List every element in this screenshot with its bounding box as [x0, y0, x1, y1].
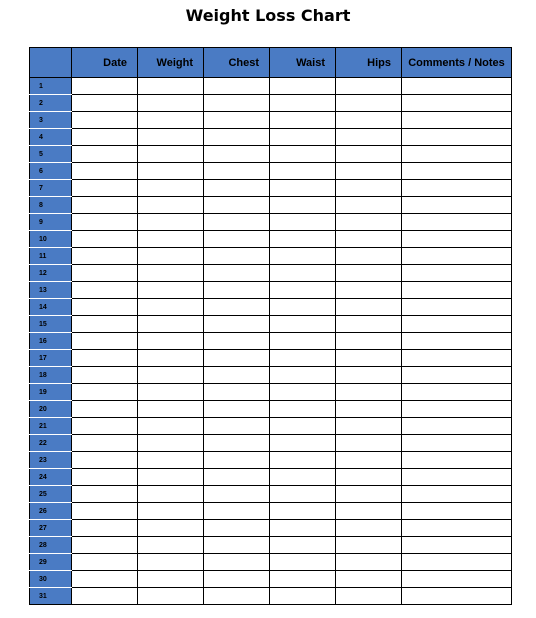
table-row — [30, 129, 512, 146]
table-row — [30, 384, 512, 401]
hips-cell[interactable] — [336, 554, 402, 571]
waist-cell[interactable] — [270, 588, 336, 605]
notes-cell[interactable] — [402, 112, 512, 129]
hips-cell[interactable] — [336, 95, 402, 112]
table-row — [30, 180, 512, 197]
table-row — [30, 95, 512, 112]
weight-cell[interactable] — [138, 452, 204, 469]
table-row — [30, 350, 512, 367]
row-number: 18 — [30, 367, 72, 384]
table-row — [30, 146, 512, 163]
waist-cell[interactable] — [270, 282, 336, 299]
row-number: 1 — [30, 78, 72, 95]
weight-cell[interactable] — [138, 282, 204, 299]
table-row — [30, 469, 512, 486]
row-number: 26 — [30, 503, 72, 520]
chest-cell[interactable] — [204, 435, 270, 452]
hips-cell[interactable] — [336, 537, 402, 554]
hips-cell[interactable] — [336, 367, 402, 384]
table-row — [30, 503, 512, 520]
hips-cell[interactable] — [336, 333, 402, 350]
table-body — [30, 78, 512, 605]
row-number: 4 — [30, 129, 72, 146]
weight-cell[interactable] — [138, 316, 204, 333]
notes-cell[interactable] — [402, 520, 512, 537]
weight-cell[interactable] — [138, 180, 204, 197]
weight-cell[interactable] — [138, 537, 204, 554]
date-cell[interactable] — [72, 367, 138, 384]
row-number: 10 — [30, 231, 72, 248]
waist-cell[interactable] — [270, 265, 336, 282]
table-row — [30, 299, 512, 316]
waist-cell[interactable] — [270, 333, 336, 350]
corner-cell — [30, 48, 72, 78]
hips-cell[interactable] — [336, 520, 402, 537]
date-cell[interactable] — [72, 282, 138, 299]
date-cell[interactable] — [72, 299, 138, 316]
hips-cell[interactable] — [336, 231, 402, 248]
weight-log-table — [29, 47, 512, 605]
chest-cell[interactable] — [204, 129, 270, 146]
chest-cell[interactable] — [204, 418, 270, 435]
table-row — [30, 554, 512, 571]
notes-cell[interactable] — [402, 571, 512, 588]
waist-cell[interactable] — [270, 452, 336, 469]
row-number: 9 — [30, 214, 72, 231]
notes-cell[interactable] — [402, 401, 512, 418]
weight-cell[interactable] — [138, 95, 204, 112]
waist-cell[interactable] — [270, 367, 336, 384]
hips-cell[interactable] — [336, 282, 402, 299]
notes-cell[interactable] — [402, 146, 512, 163]
hips-cell[interactable] — [336, 452, 402, 469]
waist-cell[interactable] — [270, 129, 336, 146]
chest-cell[interactable] — [204, 469, 270, 486]
weight-cell[interactable] — [138, 571, 204, 588]
waist-cell[interactable] — [270, 469, 336, 486]
row-number: 5 — [30, 146, 72, 163]
hips-cell[interactable] — [336, 435, 402, 452]
date-cell[interactable] — [72, 248, 138, 265]
notes-cell[interactable] — [402, 248, 512, 265]
date-cell[interactable] — [72, 503, 138, 520]
hips-cell[interactable] — [336, 469, 402, 486]
waist-cell[interactable] — [270, 214, 336, 231]
date-cell[interactable] — [72, 554, 138, 571]
row-number: 2 — [30, 95, 72, 112]
notes-cell[interactable] — [402, 333, 512, 350]
table-row — [30, 197, 512, 214]
weight-cell[interactable] — [138, 418, 204, 435]
waist-cell[interactable] — [270, 384, 336, 401]
hips-cell[interactable] — [336, 78, 402, 95]
waist-cell[interactable] — [270, 503, 336, 520]
hips-cell[interactable] — [336, 418, 402, 435]
notes-cell[interactable] — [402, 452, 512, 469]
date-cell[interactable] — [72, 401, 138, 418]
weight-cell[interactable] — [138, 299, 204, 316]
header-row — [30, 48, 512, 78]
chest-cell[interactable] — [204, 231, 270, 248]
date-cell[interactable] — [72, 112, 138, 129]
waist-cell[interactable] — [270, 231, 336, 248]
date-cell[interactable] — [72, 265, 138, 282]
weight-cell[interactable] — [138, 401, 204, 418]
table-row — [30, 401, 512, 418]
row-number: 25 — [30, 486, 72, 503]
notes-cell[interactable] — [402, 537, 512, 554]
table-row — [30, 588, 512, 605]
notes-cell[interactable] — [402, 367, 512, 384]
row-number: 6 — [30, 163, 72, 180]
chest-cell[interactable] — [204, 554, 270, 571]
row-number: 31 — [30, 588, 72, 605]
notes-cell[interactable] — [402, 265, 512, 282]
chest-cell[interactable] — [204, 452, 270, 469]
date-cell[interactable] — [72, 571, 138, 588]
waist-cell[interactable] — [270, 486, 336, 503]
table-row — [30, 452, 512, 469]
notes-cell[interactable] — [402, 78, 512, 95]
row-number: 27 — [30, 520, 72, 537]
row-number: 29 — [30, 554, 72, 571]
chest-cell[interactable] — [204, 95, 270, 112]
weight-cell[interactable] — [138, 435, 204, 452]
chest-cell[interactable] — [204, 180, 270, 197]
column-header-waist: Waist — [270, 48, 336, 78]
weight-cell[interactable] — [138, 503, 204, 520]
date-cell[interactable] — [72, 452, 138, 469]
date-cell[interactable] — [72, 129, 138, 146]
weight-cell[interactable] — [138, 384, 204, 401]
chest-cell[interactable] — [204, 333, 270, 350]
date-cell[interactable] — [72, 163, 138, 180]
notes-cell[interactable] — [402, 486, 512, 503]
row-number: 3 — [30, 112, 72, 129]
waist-cell[interactable] — [270, 197, 336, 214]
table-row — [30, 282, 512, 299]
chest-cell[interactable] — [204, 588, 270, 605]
row-number: 24 — [30, 469, 72, 486]
date-cell[interactable] — [72, 537, 138, 554]
chest-cell[interactable] — [204, 316, 270, 333]
notes-cell[interactable] — [402, 197, 512, 214]
chest-cell[interactable] — [204, 112, 270, 129]
chest-cell[interactable] — [204, 265, 270, 282]
chest-cell[interactable] — [204, 571, 270, 588]
weight-cell[interactable] — [138, 163, 204, 180]
date-cell[interactable] — [72, 588, 138, 605]
hips-cell[interactable] — [336, 197, 402, 214]
table-row — [30, 486, 512, 503]
waist-cell[interactable] — [270, 418, 336, 435]
notes-cell[interactable] — [402, 214, 512, 231]
weight-cell[interactable] — [138, 520, 204, 537]
notes-cell[interactable] — [402, 435, 512, 452]
notes-cell[interactable] — [402, 282, 512, 299]
waist-cell[interactable] — [270, 571, 336, 588]
row-number: 15 — [30, 316, 72, 333]
column-header-weight: Weight — [138, 48, 204, 78]
notes-cell[interactable] — [402, 554, 512, 571]
waist-cell[interactable] — [270, 537, 336, 554]
page-title: Weight Loss Chart — [185, 6, 351, 25]
chest-cell[interactable] — [204, 520, 270, 537]
date-cell[interactable] — [72, 350, 138, 367]
table-row — [30, 163, 512, 180]
date-cell[interactable] — [72, 469, 138, 486]
hips-cell[interactable] — [336, 350, 402, 367]
hips-cell[interactable] — [336, 299, 402, 316]
hips-cell[interactable] — [336, 588, 402, 605]
notes-cell[interactable] — [402, 350, 512, 367]
notes-cell[interactable] — [402, 95, 512, 112]
column-header-notes: Comments / Notes — [402, 48, 512, 78]
waist-cell[interactable] — [270, 95, 336, 112]
row-number: 23 — [30, 452, 72, 469]
date-cell[interactable] — [72, 384, 138, 401]
weight-cell[interactable] — [138, 350, 204, 367]
weight-cell[interactable] — [138, 78, 204, 95]
row-number: 8 — [30, 197, 72, 214]
chest-cell[interactable] — [204, 537, 270, 554]
row-number: 20 — [30, 401, 72, 418]
waist-cell[interactable] — [270, 146, 336, 163]
hips-cell[interactable] — [336, 146, 402, 163]
chest-cell[interactable] — [204, 350, 270, 367]
row-number: 21 — [30, 418, 72, 435]
notes-cell[interactable] — [402, 588, 512, 605]
notes-cell[interactable] — [402, 418, 512, 435]
date-cell[interactable] — [72, 520, 138, 537]
table-row — [30, 214, 512, 231]
chest-cell[interactable] — [204, 78, 270, 95]
weight-cell[interactable] — [138, 129, 204, 146]
waist-cell[interactable] — [270, 316, 336, 333]
row-number: 22 — [30, 435, 72, 452]
date-cell[interactable] — [72, 418, 138, 435]
table-row — [30, 248, 512, 265]
row-number: 30 — [30, 571, 72, 588]
row-number: 12 — [30, 265, 72, 282]
waist-cell[interactable] — [270, 299, 336, 316]
notes-cell[interactable] — [402, 469, 512, 486]
weight-cell[interactable] — [138, 112, 204, 129]
weight-cell[interactable] — [138, 486, 204, 503]
chest-cell[interactable] — [204, 163, 270, 180]
date-cell[interactable] — [72, 333, 138, 350]
hips-cell[interactable] — [336, 571, 402, 588]
notes-cell[interactable] — [402, 299, 512, 316]
hips-cell[interactable] — [336, 163, 402, 180]
table-row — [30, 265, 512, 282]
notes-cell[interactable] — [402, 180, 512, 197]
date-cell[interactable] — [72, 95, 138, 112]
column-header-chest: Chest — [204, 48, 270, 78]
chest-cell[interactable] — [204, 146, 270, 163]
notes-cell[interactable] — [402, 129, 512, 146]
weight-cell[interactable] — [138, 554, 204, 571]
table-row — [30, 520, 512, 537]
waist-cell[interactable] — [270, 401, 336, 418]
chest-cell[interactable] — [204, 299, 270, 316]
row-number: 13 — [30, 282, 72, 299]
date-cell[interactable] — [72, 214, 138, 231]
waist-cell[interactable] — [270, 520, 336, 537]
row-number: 11 — [30, 248, 72, 265]
column-header-date: Date — [72, 48, 138, 78]
table-row — [30, 333, 512, 350]
weight-cell[interactable] — [138, 333, 204, 350]
weight-cell[interactable] — [138, 214, 204, 231]
date-cell[interactable] — [72, 486, 138, 503]
waist-cell[interactable] — [270, 112, 336, 129]
hips-cell[interactable] — [336, 248, 402, 265]
hips-cell[interactable] — [336, 112, 402, 129]
row-number: 16 — [30, 333, 72, 350]
weight-cell[interactable] — [138, 248, 204, 265]
waist-cell[interactable] — [270, 554, 336, 571]
chest-cell[interactable] — [204, 282, 270, 299]
weight-cell[interactable] — [138, 469, 204, 486]
chest-cell[interactable] — [204, 401, 270, 418]
hips-cell[interactable] — [336, 384, 402, 401]
date-cell[interactable] — [72, 197, 138, 214]
weight-cell[interactable] — [138, 146, 204, 163]
date-cell[interactable] — [72, 180, 138, 197]
waist-cell[interactable] — [270, 180, 336, 197]
chest-cell[interactable] — [204, 384, 270, 401]
notes-cell[interactable] — [402, 384, 512, 401]
hips-cell[interactable] — [336, 265, 402, 282]
weight-cell[interactable] — [138, 367, 204, 384]
chest-cell[interactable] — [204, 503, 270, 520]
notes-cell[interactable] — [402, 231, 512, 248]
hips-cell[interactable] — [336, 316, 402, 333]
row-number: 17 — [30, 350, 72, 367]
row-number: 7 — [30, 180, 72, 197]
notes-cell[interactable] — [402, 163, 512, 180]
notes-cell[interactable] — [402, 503, 512, 520]
weight-cell[interactable] — [138, 588, 204, 605]
table-row — [30, 78, 512, 95]
column-header-hips: Hips — [336, 48, 402, 78]
date-cell[interactable] — [72, 146, 138, 163]
hips-cell[interactable] — [336, 214, 402, 231]
date-cell[interactable] — [72, 231, 138, 248]
chest-cell[interactable] — [204, 248, 270, 265]
table-row — [30, 571, 512, 588]
waist-cell[interactable] — [270, 435, 336, 452]
table-row — [30, 231, 512, 248]
table-row — [30, 367, 512, 384]
date-cell[interactable] — [72, 316, 138, 333]
chest-cell[interactable] — [204, 486, 270, 503]
waist-cell[interactable] — [270, 163, 336, 180]
chest-cell[interactable] — [204, 197, 270, 214]
table-row — [30, 435, 512, 452]
hips-cell[interactable] — [336, 401, 402, 418]
notes-cell[interactable] — [402, 316, 512, 333]
table-row — [30, 418, 512, 435]
row-number: 14 — [30, 299, 72, 316]
weight-cell[interactable] — [138, 265, 204, 282]
table-row — [30, 112, 512, 129]
row-number: 19 — [30, 384, 72, 401]
weight-cell[interactable] — [138, 231, 204, 248]
weight-cell[interactable] — [138, 197, 204, 214]
waist-cell[interactable] — [270, 248, 336, 265]
hips-cell[interactable] — [336, 180, 402, 197]
chest-cell[interactable] — [204, 367, 270, 384]
hips-cell[interactable] — [336, 129, 402, 146]
date-cell[interactable] — [72, 78, 138, 95]
waist-cell[interactable] — [270, 78, 336, 95]
chest-cell[interactable] — [204, 214, 270, 231]
date-cell[interactable] — [72, 435, 138, 452]
table-row — [30, 316, 512, 333]
waist-cell[interactable] — [270, 350, 336, 367]
row-number: 28 — [30, 537, 72, 554]
hips-cell[interactable] — [336, 503, 402, 520]
table-row — [30, 537, 512, 554]
hips-cell[interactable] — [336, 486, 402, 503]
